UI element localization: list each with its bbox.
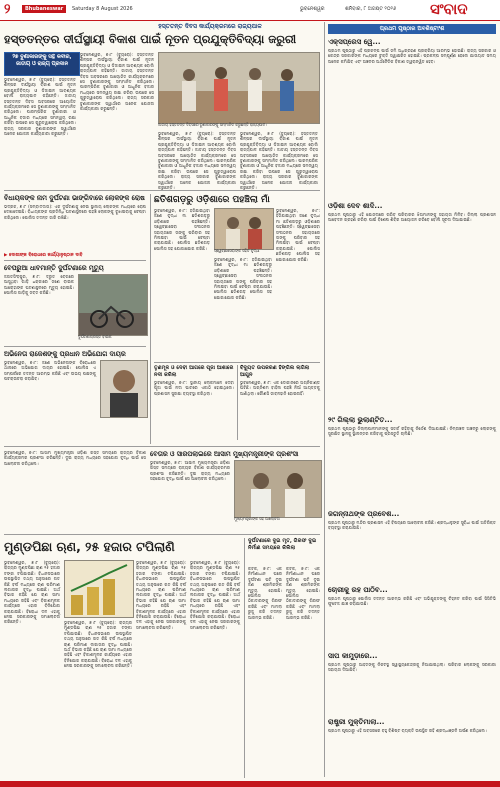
right-section-5-title: ସାପ କାମୁଡ଼ାରେ... [328,652,378,660]
actor-photo-figure [101,361,147,417]
sidebox-title: ୨୭ ବୁଣାକାରଙ୍କୁ ସନ୍ଥ କବୀର, ଜାତୀୟ ଓ ରାଜ୍ୟ ପ୍ରଦାନ [12,54,72,67]
right-banner [328,24,496,34]
right-section-1-title: ଓଡ଼ିଶା ଦେବ ଶାଦି... [328,202,383,210]
date-label: Saturday 8 August 2026 [72,6,133,12]
bottom-body-d: ଭୁବନେଶ୍ୱର, ୭।୮ (ବ୍ୟୁରୋ): ରାଜ୍ୟର ମୁଣ୍ଡପିଛା ଋଣ ୨୫ ହଜାର ଟଙ୍କା ଟପିଯାଇଛି। ବିଧାନସଭାରେ ଉପସ୍ଥାପିତ ତଥ୍ୟ ଅନୁସାରେ ଗତ କିଛି ବର୍ଷ ମଧ୍ୟରେ ଋଣ ପରିମାଣ ଲଗାତାର ବୃଦ୍ଧି ପାଇଛି। ଅର୍ଥ ବିଭାଗ କହିଛି ଯେ ଋଣ ସୀମା ମଧ୍ୟରେ ରହିଛି ଏବଂ ବିକାଶମୂଳକ କାର୍ଯ୍ୟରେ ଏହାର ବିନିଯୋଗ କରାଯାଉଛି। ବିରୋଧୀ ଦଳ ଏହାକୁ ନେଇ ସରକାରଙ୍କୁ ସମାଲୋଚନା କରିଛନ୍ତି। [190,560,240,630]
chhattisgarh-photo-figure [215,209,273,249]
vidhayak-body: ଭଦ୍ରକ, ୭।୮ (ସମ୍ବାଦଦାତା): ଏକ ଦୁର୍ଘଟଣାକୁ ନେଇ ସ୍ଥାନୀୟ ଲୋକଙ୍କ ମଧ୍ୟରେ ରୋଷ ଦେଖାଦେଇଛି। ବିଧାୟକଙ୍କ ପ୍ରତିନିଧି ଘଟଣାସ୍ଥଳରେ ପହଞ୍ଚି ଲୋକଙ୍କୁ ବୁଝାଇବାକୁ ଚେଷ୍ଟା କରିଥିଲେ। ପୋଲିସ ତଦନ୍ତ ଜାରି ରଖିଛି। [4,204,146,220]
mid1-body: ଭୁବନେଶ୍ୱର, ୭।୮: ସ୍ଥାନୀୟ ଲୋକମାନେ ଦେବୀ ପୂଜା ପାଇଁ ନଦୀ ଘାଟରେ ଏକାଠି ହୋଇଥିଲେ। ପ୍ରଶାସନ ସୁରକ୍ଷା ବ୍ୟବସ୍ଥା କରିଥିଲା। [154,380,234,396]
lead-body-col2: ଭୁବନେଶ୍ୱର, ୭।୮ (ବ୍ୟୁରୋ): ହସ୍ତତନ୍ତ ଶିଳ୍ପର ଦୀର୍ଘସ୍ଥାୟୀ ବିକାଶ ପାଇଁ ନୂତନ ପ୍ରଯୁକ୍ତିବିଦ୍ୟା ଓ ଡିଜାଇନ ଆବଶ୍ୟକ ବୋଲି ରାଜ୍ୟପାଳ କହିଛନ୍ତି। ଜାତୀୟ ହସ୍ତତନ୍ତ ଦିବସ ଅବସରରେ ଆୟୋଜିତ କାର୍ଯ୍ୟକ୍ରମରେ ସେ ବୁଣାକାରଙ୍କୁ ସମ୍ମାନିତ କରିଥିଲେ। ପାରମ୍ପରିକ ବୁଣାକାରୀ ଓ ଆଧୁନିକ ବଜାର ମଧ୍ୟରେ ସମନ୍ୱୟ ରକ୍ଷା କରିବା ଉପରେ ସେ ଗୁରୁତ୍ୱାରୋପ କରିଥିଲେ। ରାଜ୍ୟ ସରକାର ବୁଣାକାରଙ୍କ ସ୍ୱାର୍ଥରେ ଅନେକ ଯୋଜନା କାର୍ଯ୍ୟକାରୀ କରୁଛନ୍ତି। [80,52,154,112]
chhattisgarh-body-b: ଭୁବନେଶ୍ୱର, ୭।୮: ହଜିଯାଇଥିବା ଜଣେ ବୃଦ୍ଧା ମା ଛତିଶଗଡ଼ରୁ ଓଡ଼ିଶାରେ ପହଞ୍ଚିଛନ୍ତି। ସ୍ୱେଚ୍ଛାସେବୀ ସଂଗଠନର ସହାୟତାରେ ତାଙ୍କୁ ପରିବାର ସହ ମିଳାଇବା ପାଇଁ ଚେଷ୍ଟା କରାଯାଉଛି। ପୋଲିସ ଛତିଶଗଡ଼ ପୋଲିସ ସହ ଯୋଗାଯୋଗ କରିଛି। [214,257,272,300]
mid1-headline: ତୃଣମୂଳ ଓ ଦେବୀ ଆଗରେ ପୂଜା ଆଶାରେ ନଦୀ କରିଲା [154,365,234,378]
divider-vidhayak [4,260,146,261]
bike-headline: ବେପରୁଆ ଧାବମାନ୍ତି ଦୁର୍ଘଟଣାରେ ମୃତ୍ୟୁ [4,264,104,272]
newspaper-logo: ସଂବାଦ [430,0,468,18]
right-section-4-title: ଚୋରୀକୁ ରହ ପାଠିବ... [328,586,388,594]
right-section-2-body: ପ୍ରଥମ ପୃଷ୍ଠାରୁ ଜିଲ୍ଲାପାଳମାନଙ୍କୁ ସତର୍କ ରହିବାକୁ ନିର୍ଦ୍ଦେଶ ଦିଆଯାଇଛି। ନିମ୍ନାଞ୍ଚଳ ଅଞ୍ଚଳରୁ ଲୋକଙ୍କୁ ସୁରକ୍ଷିତ ସ୍ଥାନକୁ ସ୍ଥାନାନ୍ତର କରିବାକୁ ପ୍ରସ୍ତୁତି ଚାଲିଛି। [328,426,496,437]
bottom-body-c: ଭୁବନେଶ୍ୱର, ୭।୮ (ବ୍ୟୁରୋ): ରାଜ୍ୟର ମୁଣ୍ଡପିଛା ଋଣ ୨୫ ହଜାର ଟଙ୍କା ଟପିଯାଇଛି। ବିଧାନସଭାରେ ଉପସ୍ଥାପିତ ତଥ୍ୟ ଅନୁସାରେ ଗତ କିଛି ବର୍ଷ ମଧ୍ୟରେ ଋଣ ପରିମାଣ ଲଗାତାର ବୃଦ୍ଧି ପାଇଛି। ଅର୍ଥ ବିଭାଗ କହିଛି ଯେ ଋଣ ସୀମା ମଧ୍ୟରେ ରହିଛି ଏବଂ ବିକାଶମୂଳକ କାର୍ଯ୍ୟରେ ଏହାର ବିନିଯୋଗ କରାଯାଉଛି। ବିରୋଧୀ ଦଳ ଏହାକୁ ନେଇ ସରକାରଙ୍କୁ ସମାଲୋଚନା କରିଛନ୍ତି। [136,560,186,630]
lead-kicker: ହସ୍ତତନ୍ତ ଦିବସ କାର୍ଯ୍ୟକ୍ରମରେ ରାଜ୍ୟପାଳ [158,23,262,30]
bottom-body-b: ଭୁବନେଶ୍ୱର, ୭।୮ (ବ୍ୟୁରୋ): ରାଜ୍ୟର ମୁଣ୍ଡପିଛା ଋଣ ୨୫ ହଜାର ଟଙ୍କା ଟପିଯାଇଛି। ବିଧାନସଭାରେ ଉପସ୍ଥାପିତ ତଥ୍ୟ ଅନୁସାରେ ଗତ କିଛି ବର୍ଷ ମଧ୍ୟରେ ଋଣ ପରିମାଣ ଲଗାତାର ବୃଦ୍ଧି ପାଇଛି। ଅର୍ଥ ବିଭାଗ କହିଛି ଯେ ଋଣ ସୀମା ମଧ୍ୟରେ ରହିଛି ଏବଂ ବିକାଶମୂଳକ କାର୍ଯ୍ୟରେ ଏହାର ବିନିଯୋଗ କରାଯାଉଛି। ବିରୋଧୀ ଦଳ ଏହାକୁ ନେଇ ସରକାରଙ୍କୁ ସମାଲୋଚନା କରିଛନ୍ତି। [64,620,132,669]
bike-caption: ଦୁର୍ଘଟଣାଗ୍ରସ୍ତ ବାଇକ [78,334,112,339]
divider-mid [154,362,320,363]
divider-lead [4,190,320,191]
page-bottom-rule [0,781,500,787]
assam-body-b: ଭୁବନେଶ୍ୱର, ୭।୮: ଆସାମ ମୁଖ୍ୟମନ୍ତ୍ରୀ ଓଡ଼ିଶା ଗସ୍ତ ସମୟରେ ରାଜ୍ୟର ବିକାଶ କାର୍ଯ୍ୟକ୍ରମର ପ୍ରଶଂସା କରିଛନ୍ତି। ଦୁଇ ରାଜ୍ୟ ମଧ୍ୟରେ ସହଯୋଗ ବୃଦ୍ଧି ପାଇଁ ସେ ଆଲୋଚନା କରିଥିଲେ। [4,450,146,466]
assam-photo [234,460,322,518]
bottom-body-a: ଭୁବନେଶ୍ୱର, ୭।୮ (ବ୍ୟୁରୋ): ରାଜ୍ୟର ମୁଣ୍ଡପିଛା ଋଣ ୨୫ ହଜାର ଟଙ୍କା ଟପିଯାଇଛି। ବିଧାନସଭାରେ ଉପସ୍ଥାପିତ ତଥ୍ୟ ଅନୁସାରେ ଗତ କିଛି ବର୍ଷ ମଧ୍ୟରେ ଋଣ ପରିମାଣ ଲଗାତାର ବୃଦ୍ଧି ପାଇଛି। ଅର୍ଥ ବିଭାଗ କହିଛି ଯେ ଋଣ ସୀମା ମଧ୍ୟରେ ରହିଛି ଏବଂ ବିକାଶମୂଳକ କାର୍ଯ୍ୟରେ ଏହାର ବିନିଯୋଗ କରାଯାଉଛି। ବିରୋଧୀ ଦଳ ଏହାକୁ ନେଇ ସରକାରଙ୍କୁ ସମାଲୋଚନା କରିଛନ୍ତି। [4,560,60,625]
right-section-3-body: ପ୍ରଥମ ପୃଷ୍ଠାରୁ ମନ୍ଦିର ପ୍ରଶାସନ ଏହି ବିଷୟରେ ଆଲୋଚନା କରିଛି। ଶ୍ରଦ୍ଧାଳୁଙ୍କ ସୁବିଧା ପାଇଁ ଅତିରିକ୍ତ ବ୍ୟବସ୍ଥା କରାଯାଉଛି। [328,520,496,531]
lead-photo-caption: ଜାତୀୟ ହସ୍ତତନ୍ତ ଦିବସରେ ବୁଣାକାରଙ୍କୁ ସମ୍ମାନିତ କରୁଛନ୍ତି ରାଜ୍ୟପାଳ। [158,122,267,127]
masthead-bar [0,0,500,21]
edition-label: Bhubaneswar [22,5,66,13]
lead-photo-figures [159,53,319,123]
bottom-right-body-a: କଟକ, ୭।୮: ଏକ ନିର୍ମାଣାଧୀନ ଘରେ ଦୁର୍ଘଟଣା ଘଟି ଦୁଇ ଜଣ ଶ୍ରମିକଙ୍କ ମୃତ୍ୟୁ ହୋଇଛି। ପୋଲିସ ଠିକାଦାରଙ୍କୁ ଗିରଫ କରିଛି ଏବଂ ମାମଲା ରୁଜୁ କରି ତଦନ୍ତ ଆରମ୍ଭ କରିଛି। [248,566,282,620]
right-section-6-body: ପ୍ରଥମ ପୃଷ୍ଠାରୁ ଏହି ଅବସରରେ ବହୁ ବିଶିଷ୍ଟ ବ୍ୟକ୍ତି ଉପସ୍ଥିତ ରହି ଶ୍ରଦ୍ଧାଞ୍ଜଳି ଅର୍ପଣ କରିଥିଲେ। [328,728,487,733]
chhattisgarh-caption: ସ୍ୱେଚ୍ଛାସେବୀଙ୍କ ସହିତ ବୃଦ୍ଧା [214,248,260,253]
lead-body-col1: ଭୁବନେଶ୍ୱର, ୭।୮ (ବ୍ୟୁରୋ): ହସ୍ତତନ୍ତ ଶିଳ୍ପର ଦୀର୍ଘସ୍ଥାୟୀ ବିକାଶ ପାଇଁ ନୂତନ ପ୍ରଯୁକ୍ତିବିଦ୍ୟା ଓ ଡିଜାଇନ ଆବଶ୍ୟକ ବୋଲି ରାଜ୍ୟପାଳ କହିଛନ୍ତି। ଜାତୀୟ ହସ୍ତତନ୍ତ ଦିବସ ଅବସରରେ ଆୟୋଜିତ କାର୍ଯ୍ୟକ୍ରମରେ ସେ ବୁଣାକାରଙ୍କୁ ସମ୍ମାନିତ କରିଥିଲେ। ପାରମ୍ପରିକ ବୁଣାକାରୀ ଓ ଆଧୁନିକ ବଜାର ମଧ୍ୟରେ ସମନ୍ୱୟ ରକ୍ଷା କରିବା ଉପରେ ସେ ଗୁରୁତ୍ୱାରୋପ କରିଥିଲେ। ରାଜ୍ୟ ସରକାର ବୁଣାକାରଙ୍କ ସ୍ୱାର୍ଥରେ ଅନେକ ଯୋଜନା କାର୍ଯ୍ୟକାରୀ କରୁଛନ୍ତି। [4,77,76,137]
coins-graphic [64,560,134,618]
actor-photo [100,360,148,418]
right-banner-label: ପ୍ରଥମ ପୃଷ୍ଠାର ଅବଶିଷ୍ଟାଂଶ [379,26,445,32]
assam-photo-figure [235,461,321,517]
actor-body: ଭୁବନେଶ୍ୱର, ୭।୮: ଜଣେ ଅଭିନେତାଙ୍କ ବିରୋଧରେ ଥାନାରେ ଅଭିଯୋଗ ଦାୟର ହୋଇଛି। ପୋଲିସ ଏ ସମ୍ପର୍କରେ ତଦନ୍ତ ଆରମ୍ଭ କରିଛି ଏବଂ ଉଭୟ ପକ୍ଷଙ୍କୁ ପଚରାଉଚରା କରାଯିବ। [4,360,96,382]
chhattisgarh-body-c: ଭୁବନେଶ୍ୱର, ୭।୮: ହଜିଯାଇଥିବା ଜଣେ ବୃଦ୍ଧା ମା ଛତିଶଗଡ଼ରୁ ଓଡ଼ିଶାରେ ପହଞ୍ଚିଛନ୍ତି। ସ୍ୱେଚ୍ଛାସେବୀ ସଂଗଠନର ସହାୟତାରେ ତାଙ୍କୁ ପରିବାର ସହ ମିଳାଇବା ପାଇଁ ଚେଷ୍ଟା କରାଯାଉଛି। ପୋଲିସ ଛତିଶଗଡ଼ ପୋଲିସ ସହ ଯୋଗାଯୋଗ କରିଛି। [276,208,320,262]
divider-mid-inner [237,365,238,440]
coins-icon [65,561,133,617]
mid2-body: ଭୁବନେଶ୍ୱର, ୭।୮: ଏକ ଦୋକାନରେ ଅଗ୍ନିକାଣ୍ଡ ଘଟିଛି। ଅଗ୍ନିଶମ ବାହିନୀ ପହଞ୍ଚି ନିଆଁ ଆୟତ୍ତକୁ ଆଣିଥିଲା। କୌଣସି ଜୀବନହାନି ହୋଇନାହିଁ। [240,380,320,396]
right-section-1-body: ପ୍ରଥମ ପୃଷ୍ଠାରୁ ଏହି ଯୋଜନାରେ ଗରିବ ପରିବାରର ଝିଅମାନଙ୍କୁ ସହାୟତା ମିଳିବ। ଜିଲ୍ଲା ପ୍ରଶାସନ ଆବେଦନ ଗ୍ରହଣ କରିବା ପାଇଁ ବିଶେଷ ଶିବିର ଆୟୋଜନ କରିବେ ବୋଲି ସୂଚନା ଦିଆଯାଇଛି। [328,212,496,223]
divider-bottom-right [244,538,245,778]
lead-body-col4: ଭୁବନେଶ୍ୱର, ୭।୮ (ବ୍ୟୁରୋ): ହସ୍ତତନ୍ତ ଶିଳ୍ପର ଦୀର୍ଘସ୍ଥାୟୀ ବିକାଶ ପାଇଁ ନୂତନ ପ୍ରଯୁକ୍ତିବିଦ୍ୟା ଓ ଡିଜାଇନ ଆବଶ୍ୟକ ବୋଲି ରାଜ୍ୟପାଳ କହିଛନ୍ତି। ଜାତୀୟ ହସ୍ତତନ୍ତ ଦିବସ ଅବସରରେ ଆୟୋଜିତ କାର୍ଯ୍ୟକ୍ରମରେ ସେ ବୁଣାକାରଙ୍କୁ ସମ୍ମାନିତ କରିଥିଲେ। ପାରମ୍ପରିକ ବୁଣାକାରୀ ଓ ଆଧୁନିକ ବଜାର ମଧ୍ୟରେ ସମନ୍ୱୟ ରକ୍ଷା କରିବା ଉପରେ ସେ ଗୁରୁତ୍ୱାରୋପ କରିଥିଲେ। ରାଜ୍ୟ ସରକାର ବୁଣାକାରଙ୍କ ସ୍ୱାର୍ଥରେ ଅନେକ ଯୋଜନା କାର୍ଯ୍ୟକାରୀ କରୁଛନ୍ତି। [240,131,318,191]
right-section-3-title: ଜଗନ୍ନାଥଙ୍କ ପ୍ରବେଶ... [328,510,400,518]
divider-mid-left [150,194,151,444]
bike-photo [78,274,148,336]
chhattisgarh-photo [214,208,274,250]
assam-headline: ବେତାର ଓ ସାରପଲାଇରେ ଆସାମ ମୁଖ୍ୟମନ୍ତ୍ରୀଙ୍କ ପ୍ରଶଂସା [150,450,299,458]
chhattisgarh-body-a: ଭୁବନେଶ୍ୱର, ୭।୮: ହଜିଯାଇଥିବା ଜଣେ ବୃଦ୍ଧା ମା ଛତିଶଗଡ଼ରୁ ଓଡ଼ିଶାରେ ପହଞ୍ଚିଛନ୍ତି। ସ୍ୱେଚ୍ଛାସେବୀ ସଂଗଠନର ସହାୟତାରେ ତାଙ୍କୁ ପରିବାର ସହ ମିଳାଇବା ପାଇଁ ଚେଷ୍ଟା କରାଯାଉଛି। ପୋଲିସ ଛତିଶଗଡ଼ ପୋଲିସ ସହ ଯୋଗାଯୋଗ କରିଛି। [154,208,210,251]
odia-day: ଭୁବନେଶ୍ୱର [300,6,325,12]
page-number: ୨ [4,2,11,17]
right-section-5-body: ପ୍ରଥମ ପୃଷ୍ଠାରୁ ଆହତଙ୍କୁ ନିକଟସ୍ଥ ସ୍ୱାସ୍ଥ୍ୟକେନ୍ଦ୍ରକୁ ନିଆଯାଇଥିଲା। ପରିବାର ଲୋକଙ୍କୁ ସରକାରୀ ସହାୟତା ଦିଆଯିବ। [328,662,496,673]
divider-assam [4,446,320,447]
assam-body-a: ଭୁବନେଶ୍ୱର, ୭।୮: ଆସାମ ମୁଖ୍ୟମନ୍ତ୍ରୀ ଓଡ଼ିଶା ଗସ୍ତ ସମୟରେ ରାଜ୍ୟର ବିକାଶ କାର୍ଯ୍ୟକ୍ରମର ପ୍ରଶଂସା କରିଛନ୍ତି। ଦୁଇ ରାଜ୍ୟ ମଧ୍ୟରେ ସହଯୋଗ ବୃଦ୍ଧି ପାଇଁ ସେ ଆଲୋଚନା କରିଥିଲେ। [150,460,230,482]
bottom-headline: ମୁଣ୍ଡପିଛା ଋଣ, ୨୫ ହଜାର ଟପିଲାଣି [4,539,175,554]
chhattisgarh-headline: ଛତିଶଗଡ଼ରୁ ଓଡ଼ିଶାରେ ପହଞ୍ଚିଲା ମାଁ [154,195,270,205]
divider-bike [4,346,146,347]
bike-photo-figure [79,275,147,335]
mid2-headline: ବିଦ୍ୟୁତ ଉପକରଣ ହିଙ୍ଗିଲ ଲାଗିଲା ଆଗୁନ [240,365,310,378]
right-section-0-title: ଏକ୍ସପ୍ରେସ ୱେ... [328,38,381,46]
lead-headline: ହସ୍ତତନ୍ତର ଦୀର୍ଘସ୍ଥାୟୀ ବିକାଶ ପାଇଁ ନୂତନ ପ୍ରଯୁକ୍ତିବିଦ୍ୟା ଜରୁରୀ [4,32,297,46]
lead-photo [158,52,320,124]
divider-right-col [324,22,325,777]
right-section-4-body: ପ୍ରଥମ ପୃଷ୍ଠାରୁ ପୋଲିସ ତଦନ୍ତ ଆରମ୍ଭ କରିଛି ଏବଂ ଅଭିଯୁକ୍ତଙ୍କୁ ଚିହ୍ନଟ କରିବା ପାଇଁ ସିସିଟିଭି ଫୁଟେଜ ଯାଞ୍ଚ କରାଯାଉଛି। [328,596,496,607]
lead-sidebox [4,52,80,76]
bike-body: ଜଗତସିଂହପୁର, ୭।୮: ଦ୍ରୁତ ବେଗରେ ଆସୁଥିବା ଗାଡ଼ି ଧକ୍କାରେ ଜଣେ ବାଇକ ଆରୋହୀଙ୍କ ଘଟଣାସ୍ଥଳରେ ମୃତ୍ୟୁ ହୋଇଛି। ପୋଲିସ ଗାଡ଼ିକୁ ଜବତ କରିଛି। [4,274,74,296]
lead-body-col3: ଭୁବନେଶ୍ୱର, ୭।୮ (ବ୍ୟୁରୋ): ହସ୍ତତନ୍ତ ଶିଳ୍ପର ଦୀର୍ଘସ୍ଥାୟୀ ବିକାଶ ପାଇଁ ନୂତନ ପ୍ରଯୁକ୍ତିବିଦ୍ୟା ଓ ଡିଜାଇନ ଆବଶ୍ୟକ ବୋଲି ରାଜ୍ୟପାଳ କହିଛନ୍ତି। ଜାତୀୟ ହସ୍ତତନ୍ତ ଦିବସ ଅବସରରେ ଆୟୋଜିତ କାର୍ଯ୍ୟକ୍ରମରେ ସେ ବୁଣାକାରଙ୍କୁ ସମ୍ମାନିତ କରିଥିଲେ। ପାରମ୍ପରିକ ବୁଣାକାରୀ ଓ ଆଧୁନିକ ବଜାର ମଧ୍ୟରେ ସମନ୍ୱୟ ରକ୍ଷା କରିବା ଉପରେ ସେ ଗୁରୁତ୍ୱାରୋପ କରିଥିଲେ। ରାଜ୍ୟ ସରକାର ବୁଣାକାରଙ୍କ ସ୍ୱାର୍ଥରେ ଅନେକ ଯୋଜନା କାର୍ଯ୍ୟକାରୀ କରୁଛନ୍ତି। [158,131,236,191]
right-section-6-title: ରାଷ୍ଟ୍ରୀ ମୁକ୍ତିମାଲା... [328,718,385,726]
bottom-right-body-b: କଟକ, ୭।୮: ଏକ ନିର୍ମାଣାଧୀନ ଘରେ ଦୁର୍ଘଟଣା ଘଟି ଦୁଇ ଜଣ ଶ୍ରମିକଙ୍କ ମୃତ୍ୟୁ ହୋଇଛି। ପୋଲିସ ଠିକାଦାରଙ୍କୁ ଗିରଫ କରିଛି ଏବଂ ମାମଲା ରୁଜୁ କରି ତଦନ୍ତ ଆରମ୍ଭ କରିଛି। [286,566,320,620]
bottom-right-headline: ଦୁର୍ଘଟଣାରେ ଦୁଇ ମୃତ, ଗିରଫ ଦୁଇ ନିର୍ମାଣ ସମୟରେ କିଲିଲା [248,538,317,551]
divider-bottom [4,534,320,535]
actor-headline: ଅଭିନେତା ରାଜେଶଙ୍କୁ ପ୍ରଧାନ ଅଭିଯୋଗ ଦାୟର [4,350,126,358]
right-section-2-title: ୨୯ ଗିଲ୍ଲା ଭୁଲାଣ୍ଟିତ... [328,416,393,424]
odia-date: ଶନିବାର, ୮ ଅଗଷ୍ଟ ୨୦୨୬ [345,6,397,12]
vidhayak-headline: ବିଧାୟକଙ୍କ ନାମ ଦୁର୍ଘଟଣା ଭାଙ୍ଗିବାରେ ଲୋକଙ୍କ ରୋଷ [4,194,145,202]
vidhayak-note: ▶ ଦୋଷୀଙ୍କ ବିରୋଧରେ କାର୍ଯ୍ୟାନୁଷ୍ଠାନ ଦାବି [4,253,83,258]
right-section-0-body: ପ୍ରଥମ ପୃଷ୍ଠାରୁ ଏହି ପ୍ରକଳ୍ପ ପାଇଁ ଜମି ଅଧିଗ୍ରହଣ ପ୍ରକ୍ରିୟା ଆରମ୍ଭ ହୋଇଛି। ରାଜ୍ୟ ସରକାର ଓ କେନ୍ଦ୍ର ସରକାରଙ୍କ ମଧ୍ୟରେ ଚୁକ୍ତି ସ୍ୱାକ୍ଷରିତ ହୋଇଛି। ପ୍ରକଳ୍ପ ସମ୍ପୂର୍ଣ୍ଣ ହେଲେ ଯାତାୟାତ ସମୟ ଅନେକ କମିଯିବ ଏବଂ ଅଞ୍ଚଳର ଅର୍ଥନୈତିକ ବିକାଶ ତ୍ୱରାନ୍ୱିତ ହେବ। [328,48,496,64]
assam-caption: ମୁଖ୍ୟମନ୍ତ୍ରୀଙ୍କ ସହ ଆଲୋଚନା [234,516,280,521]
